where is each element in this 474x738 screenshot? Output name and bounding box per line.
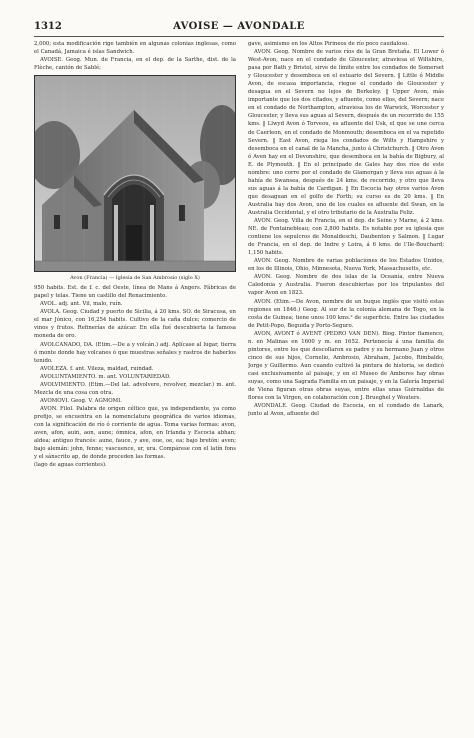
church-engraving xyxy=(34,75,236,272)
entry-avon-gran-bretana: AVON. Geog. Nombre de varios ríos de la Gran Bretaña. El Lower ó West-Avon, nace en el condado de Gloucester, atraviesa el Wiltshire, pasa por Bath y Bristol, sirve de límite entre los condados de Somerset y Gloucester y desemboca en el estuario del Severn. ‖ Little ó Middle Avon, de escasa importancia, riegue el condado de Gloucester y desagua en el Severn no lejos de Berkeley. ‖ Upper Avon, más importante que los dos citados, y afluente, como ellos, del Severn; nace en el condado de Northampton, atraviesa los de Warwick, Worcester y Gloucester, y lleva sus aguas al Severn, después de un recorrido de 155 kms. ‖ Llwyd Avon ó Torveou, es afluente del Usk, el que se une cerca de Caerleon, en el condado de Monmouth; desemboca en el va repetido Severn. ‖ East Avon, riega los condados de Wilts y Hampshire y desemboca en el canal de la Mancha, junto á Christchurch. ‖ Otro Avon ó Aven hay en el Devonshire, que desemboca en la bahía de Bigbury, al E. de Plymouth. ‖ En el principado de Gales hay dos ríos de este nombre: uno corre por el condado de Glamorgan y lleva sus aguas á la bahía de Swansea, después de 24 kms. de recorrido, y otro que lleva sus aguas á la bahía de Cardigan. ‖ En Escocia hay otros varios Avon que desaguan en el golfo de Forth; su curso es de 20 kms. ‖ En Australia hay dos Avon, uno de los cuales es afluente del Swan, en la Australia Occidental, y el otro tributario de la Australia Feliz. xyxy=(248,49,444,216)
header-rule xyxy=(34,36,444,37)
right-top-text: gave, asimismo en los Altos Pirineos de río poco caudaloso. xyxy=(248,41,409,47)
entry-avon-pintor: AVON, AVONT ó AVENT (PEDRO VAN DEN). Biog. Pintor flamenco, n. en Malinas en 1600 y m. en 1652. Pertenecía á una familia de pintores, entre los que descollaron su padre y su hermano Juan y otros cinco de sus hijos, Cornelio, Ambrosio, Abraham, Jacobo, Rimbaldo, Jorge y Guillermo. Aun cuando cultivó la pintura de historia, se dedicó casi exclusivamente al paisaje, y en el Museo de Amberes hay obras suyas, como una Sagrada Familia en un paisaje, y en la Galería Imperial de Viena figuran otras obras suyas, entre ellas unas Guirnaldas de flores con la Virgen, en colaboración con J. Brueghel y Wouters. xyxy=(248,330,444,402)
entry-avoleza: AVOLEZA. f. ant. Vileza, maldad, ruindad. xyxy=(40,365,154,372)
entry-avondale: AVONDALE. Geog. Ciudad de Escocia, en el condado de Lanark, junto al Avon, afluente del xyxy=(248,403,444,418)
entry-avola: AVOLA. Geog. Ciudad y puerto de Sicilia, á 20 kms. SO. de Siracusa, en el mar Jónico, con 16,254 habits. Cultivo de la caña dulce; comercio de vinos y frutos. Refinerías de azúcar. En ella fué descubierta la famosa moneda de oro. xyxy=(34,309,236,340)
figure-caption: Avon (Francia) — Iglesia de San Ambrosio (siglo X) xyxy=(70,275,200,282)
right-column xyxy=(248,40,444,714)
entry-avoise: AVOISE. Geog. Mun. de Francia, en el dep. de la Sarthe, dist. de la Flèche, cantón de Sablé; xyxy=(34,57,236,72)
running-header xyxy=(34,20,444,34)
left-column xyxy=(34,40,236,714)
entry-avoluntamiento: AVOLUNTAMIENTO. m. ant. VOLUNTARIEDAD. xyxy=(40,373,171,380)
entry-avon-togo: AVON. (Etim.—De Avon, nombre de un buque inglés que visitó estas regiones en 1846.) Geog. Al sur de la colonia alemana de Togo, en la costa de Guinea; tiene unos 100 kms.² de superficie. Entre las ciudades de Petit-Popo, Beguida y Porto-Seguro. xyxy=(248,298,444,329)
entry-avoise-continued: 950 habits. Est. de f. c. del Oeste, línea de Mans á Angers. Fábricas de papel y telas. Tiene un castillo del Renacimiento. xyxy=(34,285,236,300)
entry-avon-francia: AVON. Geog. Villa de Francia, en el dep. de Seine y Marne, á 2 kms. NE. de Fontainebleau; con 2,800 habits. Es notable por su iglesia que contiene los sepulcros de Monaldeschi, Daubenton y Salmon. ‖ Lugar de Francia, en el dep. de Indre y Loira, á 6 kms. de l'Ile-Bouchard; 1,150 habits. xyxy=(248,218,444,257)
page-title: AVOISE — AVONDALE xyxy=(173,21,305,32)
entry-avon-oceania: AVON. Geog. Nombre de dos islas de la Oceanía, entre Nueva Caledonia y Australia. Fueron descubiertas por los tripulantes del vapor Avon en 1823. xyxy=(248,274,444,297)
entry-avolcanado: AVOLCANADO, DA. (Etim.—De a y volcán.) adj. Aplícase al lugar, tierra ó monte donde hay volcanes ó que muestras señales y rastros de haberlos tenido. xyxy=(34,341,236,364)
entry-avomovi: AVOMOVI. Geog. V. AGMOMI. xyxy=(40,397,122,404)
entry-avol: AVOL. adj. ant. Vil, malo, ruín. xyxy=(40,301,123,308)
entry-avon-estados-unidos: AVON. Geog. Nombre de varias poblaciones de los Estados Unidos, en los de Illinois, Ohio, Minnesota, Nueva York, Massachusetts, etc. xyxy=(248,258,444,273)
church-photo xyxy=(34,75,236,272)
left-top-text: 2,000; esta modificación rige también en algunas colonias inglesas, como el Canadá, Jamaica é islas Sandwich. xyxy=(34,41,236,56)
entry-avon-filol: AVON. Filol. Palabra de origen céltico que, ya independiente, ya como prefijo, se encuentra en la nomenclatura geográfica de varios idiomas, con la significación de río ó corriente de agua. Toma varias formas: avon, aven, afon, auin, aon, aune; ómnica, afon, en Irlanda y Escocia abhan; aldea; antiguo francés: aune, fauce, y ave, oue, oe, ea; bajo bretón: aven; bajo alemán: john, fenne; vascuence, ur, ura. Compárese con el latín fons y el sánscrito ap, de donde proceden las formas. xyxy=(34,405,236,461)
entry-avolvimiento: AVOLVIMIENTO. (Etim.—Del lat. advolvere, revolver, mezclar.) m. ant. Mezcla de una cosa con otra. xyxy=(34,381,236,396)
entry-avon-filol-end: (lago de aguas corrientes). xyxy=(34,462,107,469)
page-number: 1312 xyxy=(34,21,62,32)
